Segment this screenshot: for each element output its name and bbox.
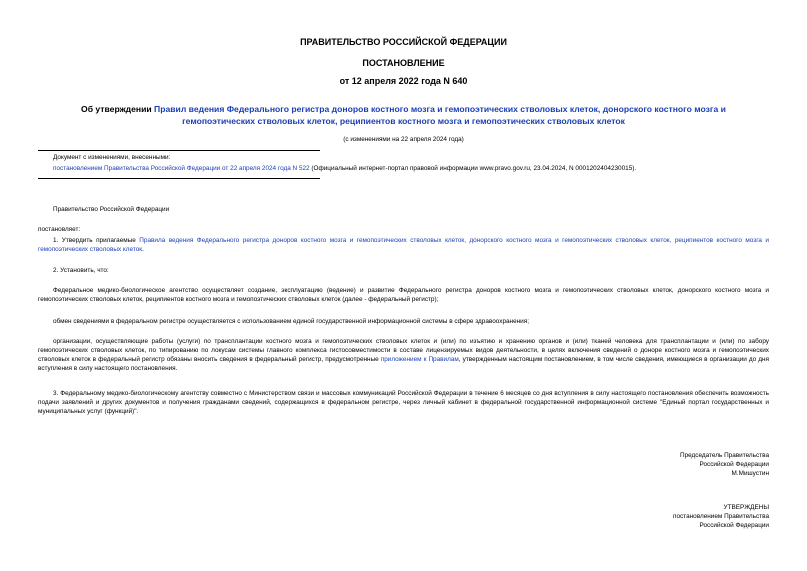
approved-block [673, 503, 769, 530]
government-heading: ПРАВИТЕЛЬСТВО РОССИЙСКОЙ ФЕДЕРАЦИИ [300, 37, 507, 47]
document-type: ПОСТАНОВЛЕНИЕ [362, 58, 445, 68]
amend-entry [53, 164, 773, 173]
amend-source: (Официальный интернет-портал правовой информации www.pravo.gov.ru, 23.04.2024, N 0001202404230015). [309, 165, 637, 172]
revision-note: (с изменениями на 22 апреля 2024 года) [343, 136, 464, 143]
document-date: от 12 апреля 2022 года N 640 [339, 76, 468, 86]
amend-heading: Документ с изменениями, внесенными: [53, 154, 171, 161]
divider-bottom [38, 178, 320, 179]
government-name: Правительство Российской Федерации [53, 206, 170, 213]
signature-name: М.Мишустин [731, 470, 769, 477]
title-link[interactable]: Правил ведения Федерального регистра доноров костного мозга и гемопоэтических стволовых клеток, донорского костного мозга и гемопоэтических стволовых клеток, реципиентов костного мозга и гемопоэтических стволовых клеток [154, 104, 726, 126]
document-title [52, 103, 755, 127]
approved-title: УТВЕРЖДЕНЫ [723, 504, 769, 511]
resolves: постановляет: [38, 226, 81, 233]
divider-top [38, 150, 320, 151]
title-prefix: Об утверждении [81, 104, 155, 114]
appendix-link[interactable]: приложением к Правилам [380, 356, 459, 363]
paragraph-3: 3. Федеральному медико-биологическому агентству совместно с Министерством связи и массовых коммуникаций Российской Федерации в течение 6 месяцев со дня вступления в силу настоящего постановления обеспечить возможность подачи заявлений и других документов и получения гражданами сведений, содержащихся в федеральном регистре, через личный кабинет в федеральной государственной информационной системе "Единый портал государственных и муниципальных услуг (функций)". [38, 390, 769, 415]
signature-title: Председатель Правительства [680, 452, 769, 459]
approved-org: Российской Федерации [699, 522, 769, 529]
amend-link[interactable]: постановлением Правительства Российской Федерации от 22 апреля 2024 года N 522 [53, 165, 310, 172]
rules-link[interactable]: Правила ведения Федерального регистра доноров костного мозга и гемопоэтических стволовых клеток, донорского костного мозга и гемопоэтических стволовых клеток, реципиентов костного мозга и гемопоэтических стволовых клеток [38, 237, 769, 253]
signature-org: Российской Федерации [699, 461, 769, 468]
paragraph-2c-tail: , утвержденным настоящим постановлением, в том числе сведения, имеющиеся в организации до дня вступления в силу настоящего постановления. [38, 356, 769, 372]
paragraph-2c-text: организации, осуществляющие работы (услуги) по трансплантации костного мозга и гемопоэтических стволовых клеток и (или) по изъятию и хранению органов и (или) тканей человека для трансплантации и (или) по забору гемопоэтических стволовых клеток, по типированию по локусам системы главного комплекса гистосовместимости в составе лицензируемых видов деятельности, в целях включения сведений о доноре костного мозга и гемопоэтических стволовых клеток в федеральный регистр обязаны вносить сведения в федеральный регистр, предусмотренные [38, 338, 769, 363]
approved-by: постановлением Правительства [673, 513, 769, 520]
paragraph-2: 2. Установить, что: [53, 267, 109, 274]
paragraph-2b: обмен сведениями в федеральном регистре осуществляется с использованием единой государственной информационной системы в сфере здравоохранения; [53, 318, 529, 325]
paragraph-1-suffix: . [142, 246, 144, 253]
paragraph-2a: Федеральное медико-биологическое агентство осуществляет создание, эксплуатацию (ведение) и развитие Федерального регистра доноров костного мозга и гемопоэтических стволовых клеток, донорского костного мозга и гемопоэтических стволовых клеток, реципиентов костного мозга и гемопоэтических стволовых клеток (далее - федеральный регистр); [38, 287, 769, 303]
paragraph-1-prefix: 1. Утвердить прилагаемые [53, 237, 140, 244]
paragraph-1 [38, 236, 769, 254]
paragraph-2c [38, 337, 769, 373]
signature-block [680, 451, 769, 478]
